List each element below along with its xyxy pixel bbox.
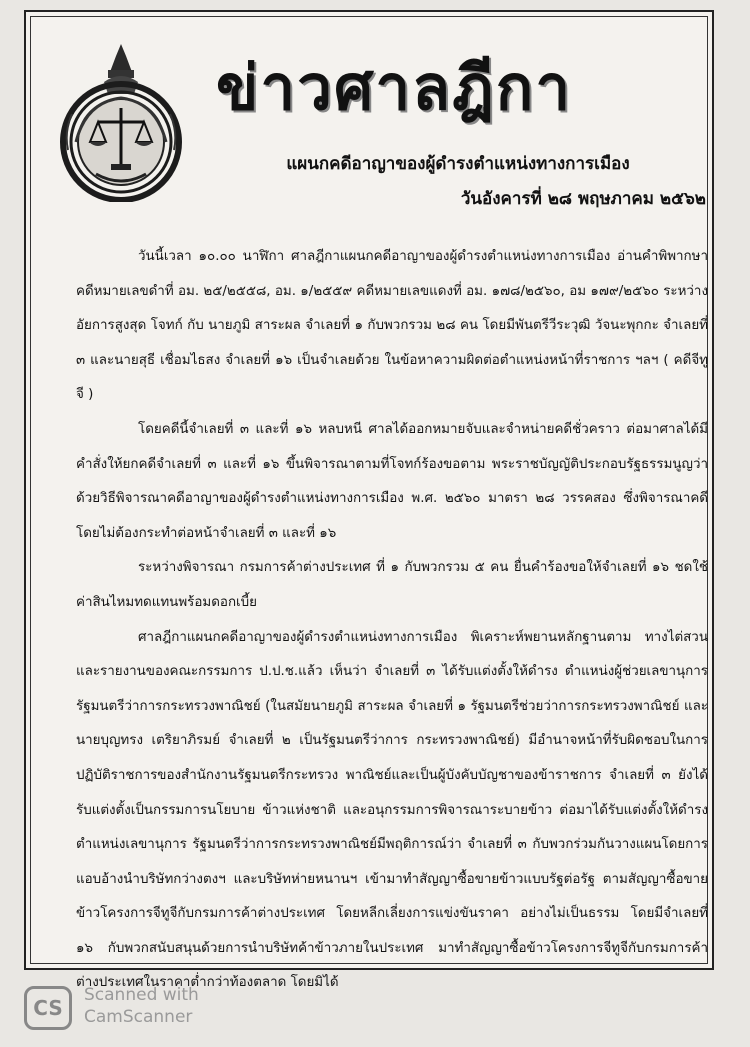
court-seal-icon [56,42,186,202]
paragraph-2: โดยคดีนี้จำเลยที่ ๓ และที่ ๑๖ หลบหนี ศาลได้ออกหมายจับและจำหน่ายคดีชั่วคราว ต่อมาศาลได้มีคำสั่งให้ยกคดีจำเลยที่ ๓ และที่ ๑๖ ขึ้นพิจารณาตามที่โจทก์ร้องขอตาม พระราชบัญญัติประกอบรัฐธรรมนูญว่าด้วยวิธีพิจารณาคดีอาญาของผู้ดำรงตำแหน่งทางการเมือง พ.ศ. ๒๕๖๐ มาตรา ๒๘ วรรคสอง ซึ่งพิจารณาคดีโดยไม่ต้องกระทำต่อหน้าจำเลยที่ ๓ และที่ ๑๖ [76,421,708,541]
news-body [76,240,708,1001]
paragraph-1: วันนี้เวลา ๑๐.๐๐ นาฬิกา ศาลฎีกาแผนกคดีอาญาของผู้ดำรงตำแหน่งทางการเมือง อ่านคำพิพากษาคดีหมายเลขดำที่ อม. ๒๕/๒๕๕๘, อม. ๑/๒๕๕๙ คดีหมายเลขแดงที่ อม. ๑๗๘/๒๕๖๐, อม ๑๗๙/๒๕๖๐ ระหว่าง อัยการสูงสุด โจทก์ กับ นายภูมิ สาระผล จำเลยที่ ๑ กับพวกรวม ๒๘ คน โดยมีพันตรีวีระวุฒิ วัจนะพุกกะ จำเลยที่ ๓ และนายสุธี เชื่อมไธสง จำเลยที่ ๑๖ เป็นจำเลยด้วย ในข้อหาความผิดต่อตำแหน่งหน้าที่ราชการ ฯลฯ ( คดีจีทูจี ) [76,249,708,403]
paragraph-3: ระหว่างพิจารณา กรมการค้าต่างประเทศ ที่ ๑ กับพวกรวม ๕ คน ยื่นคำร้องขอให้จำเลยที่ ๑๖ ชดใช้ค่าสินไหมทดแทนพร้อมดอกเบี้ย [76,560,708,610]
document-frame [24,10,714,991]
scanner-watermark [84,984,199,1028]
scanner-watermark-line2: CamScanner [84,1007,193,1027]
camscanner-logo-icon: CS [24,986,72,1030]
page-title: ข่าวศาลฎีกา [216,51,573,124]
paragraph-4: ศาลฎีกาแผนกคดีอาญาของผู้ดำรงตำแหน่งทางการเมือง พิเคราะห์พยานหลักฐานตาม ทางไต่สวนและรายงานของคณะกรรมการ ป.ป.ช.แล้ว เห็นว่า จำเลยที่ ๓ ได้รับแต่งตั้งให้ดำรง ตำแหน่งผู้ช่วยเลขานุการรัฐมนตรีว่าการกระทรวงพาณิชย์ (ในสมัยนายภูมิ สาระผล จำเลยที่ ๑ รัฐมนตรีช่วยว่าการกระทรวงพาณิชย์ และนายบุญทรง เตริยาภิรมย์ จำเลยที่ ๒ เป็นรัฐมนตรีว่าการ กระทรวงพาณิชย์) มีอำนาจหน้าที่รับผิดชอบในการปฏิบัติราชการของสำนักงานรัฐมนตรีกระทรวง พาณิชย์และเป็นผู้บังคับบัญชาของข้าราชการ จำเลยที่ ๓ ยังได้รับแต่งตั้งเป็นกรรมการนโยบาย ข้าวแห่งชาติ และอนุกรรมการพิจารณาระบายข้าว ต่อมาได้รับแต่งตั้งให้ดำรงตำแหน่งเลขานุการ รัฐมนตรีว่าการกระทรวงพาณิชย์มีพฤติการณ์ว่า จำเลยที่ ๓ กับพวกร่วมกันวางแผนโดยการ แอบอ้างนำบริษัทกว่างตงฯ และบริษัทห่ายหนานฯ เข้ามาทำสัญญาซื้อขายข้าวแบบรัฐต่อรัฐ ตามสัญญาซื้อขายข้าวโครงการจีทูจีกับกรมการค้าต่างประเทศ โดยหลีกเลี่ยงการแข่งขันราคา อย่างไม่เป็นธรรม โดยมีจำเลยที่ ๑๖ กับพวกสนับสนุนด้วยการนำบริษัทค้าข้าวภายในประเทศ มาทำสัญญาซื้อข้าวโครงการจีทูจีกับกรมการค้าต่างประเทศในราคาต่ำกว่าท้องตลาด โดยมิได้ [76,629,708,991]
date-line: วันอังคารที่ ๒๘ พฤษภาคม ๒๕๖๒ [460,189,706,209]
scanner-watermark-line1: Scanned with [84,985,199,1005]
page-subtitle: แผนกคดีอาญาของผู้ดำรงตำแหน่งทางการเมือง [286,154,630,174]
